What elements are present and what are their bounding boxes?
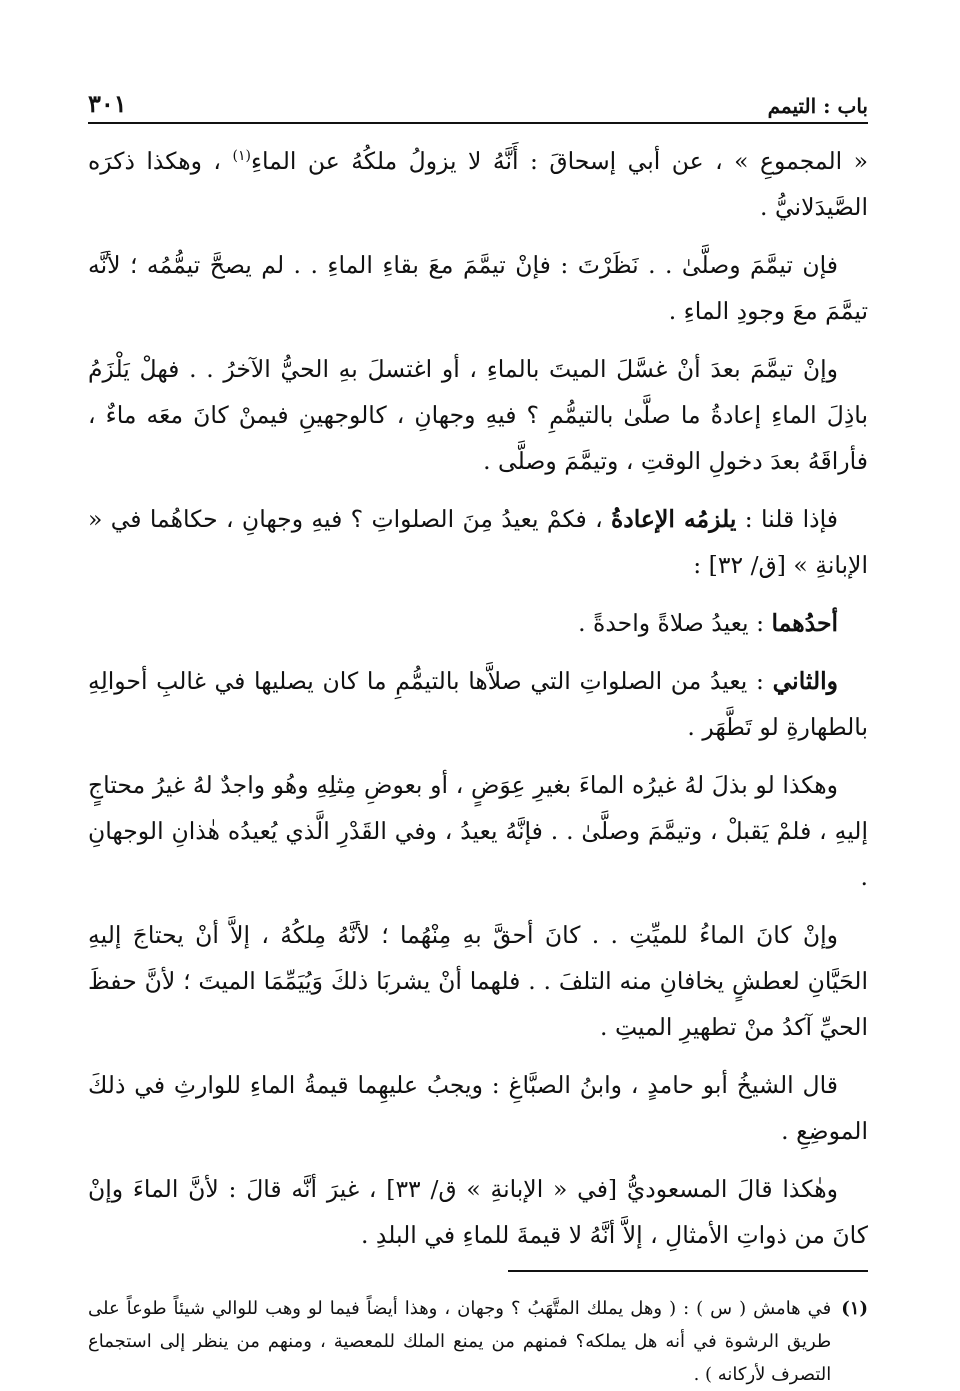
bold-phrase: أحدُهما — [771, 609, 838, 637]
paragraph-text: : يعيدُ من الصلواتِ التي صلاَّها بالتيمُّمِ ما كان يصليها في غالبِ أحوالِهِ بالطهارةِ لو تَطَّهَر . — [88, 667, 868, 741]
footnote-divider — [508, 1270, 868, 1272]
paragraph-text: « المجموعِ » ، عن أبي إسحاقَ : أَنَّهُ لا يزولُ ملكُهُ عن الماءِ — [250, 147, 868, 175]
bold-phrase: يلزمُه الإعادةُ — [611, 505, 737, 533]
book-page — [88, 78, 868, 1391]
chapter-title: باب : التيمم — [767, 94, 868, 118]
paragraph-9: قال الشيخُ أبو حامدٍ ، وابنُ الصبَّاغِ : ويجبُ عليهِما قيمةُ الماءِ للوارثِ في ذلكَ الموضِعِ . — [88, 1071, 868, 1145]
footnote-number: (١) — [841, 1298, 868, 1319]
paragraph-2: فإن تيمَّمَ وصلَّىٰ . . نَظَرْتَ : فإنْ تيمَّمَ معَ بقاءِ الماءِ . . لم يصحَّ تيمُّمُه ؛ لأنَّه تيمَّمَ معَ وجودِ الماءِ . — [88, 251, 868, 325]
footnote — [88, 1292, 868, 1391]
paragraph-6 — [88, 658, 868, 750]
paragraph-8: وإنْ كانَ الماءُ للميِّتِ . . كانَ أحقَّ بهِ مِنْهُما ؛ لأنَّهُ مِلكُهُ ، إلاَّ أنْ يحتاجَ إليهِ الحَيَّانِ لعطشٍ يخافانِ منه التلفَ . . فلهما أنْ يشربَا ذلكَ وَيُيَمِّمَا الميتَ ؛ لأنَّ حفظَ الحيِّ آكدُ منْ تطهيرِ الميتِ . — [88, 921, 868, 1041]
paragraph-text: ، وهكذا ذكرَه الصَّيدَلانيُّ . — [88, 147, 868, 221]
paragraph-5 — [88, 600, 868, 646]
footnote-reference: (١) — [232, 148, 251, 165]
paragraph-text: ، فكمْ يعيدُ مِنَ الصلواتِ ؟ فيهِ وجهانِ ، حكاهُما في « الإبانةِ » [ق/ ٣٢] : — [88, 505, 868, 579]
paragraph-text: فإذا قلنا : — [736, 505, 839, 533]
footnote-text: في هامش ( س ) : ( وهل يملك المتَّهَبُ ؟ وجهان ، وهذا أيضاً فيما لو وهب للوالي شيئاً طوعاً على طريق الرشوة في أنه هل يملكه؟ فمنهم من يمنع الملك للمعصية ، ومنهم من ينظر إلى استجماع التصرف لأركانه ) . — [88, 1298, 832, 1385]
paragraph-7: وهكذا لو بذلَ لهُ غيرُه الماءَ بغيرِ عِوَضٍ ، أو بعوضِ مِثلِهِ وهُو واجدٌ لهُ غيرُ محتاجٍ إليهِ ، فلمْ يَقبلْ ، وتيمَّمَ وصلَّىٰ . . فإنَّهُ يعيدُ ، وفي القَدْرِ الَّذي يُعيدُه هٰذانِ الوجهانِ . — [88, 771, 868, 891]
page-header — [88, 78, 868, 118]
main-text — [88, 138, 868, 1258]
paragraph-text: : يعيدُ صلاةً واحدةً . — [578, 609, 772, 637]
paragraph-10: وهٰكذا قالَ المسعوديُّ [في « الإبانةِ » ق/ ٣٣] ، غيرَ أنَّه قالَ : لأنَّ الماءَ وإنْ كانَ من ذواتِ الأمثالِ ، إلاَّ أنَّهُ لا قيمةَ للماءِ في البلدِ . — [88, 1175, 868, 1249]
paragraph-1 — [88, 138, 868, 230]
page-number: ٣٠١ — [88, 89, 127, 118]
bold-phrase: والثاني — [772, 667, 838, 695]
header-divider — [88, 122, 868, 124]
paragraph-3: وإنْ تيمَّمَ بعدَ أنْ غسَّلَ الميتَ بالماءِ ، أو اغتسلَ بهِ الحيُّ الآخرُ . . فهلْ يَلْزَمُ باذِلَ الماءِ إعادةُ ما صلَّىٰ بالتيمُّمِ ؟ فيهِ وجهانِ ، كالوجهينِ فيمنْ كانَ معَه ماءٌ ، فأراقَهُ بعدَ دخولِ الوقتِ ، وتيمَّمَ وصلَّى . — [88, 355, 868, 475]
paragraph-4 — [88, 496, 868, 588]
